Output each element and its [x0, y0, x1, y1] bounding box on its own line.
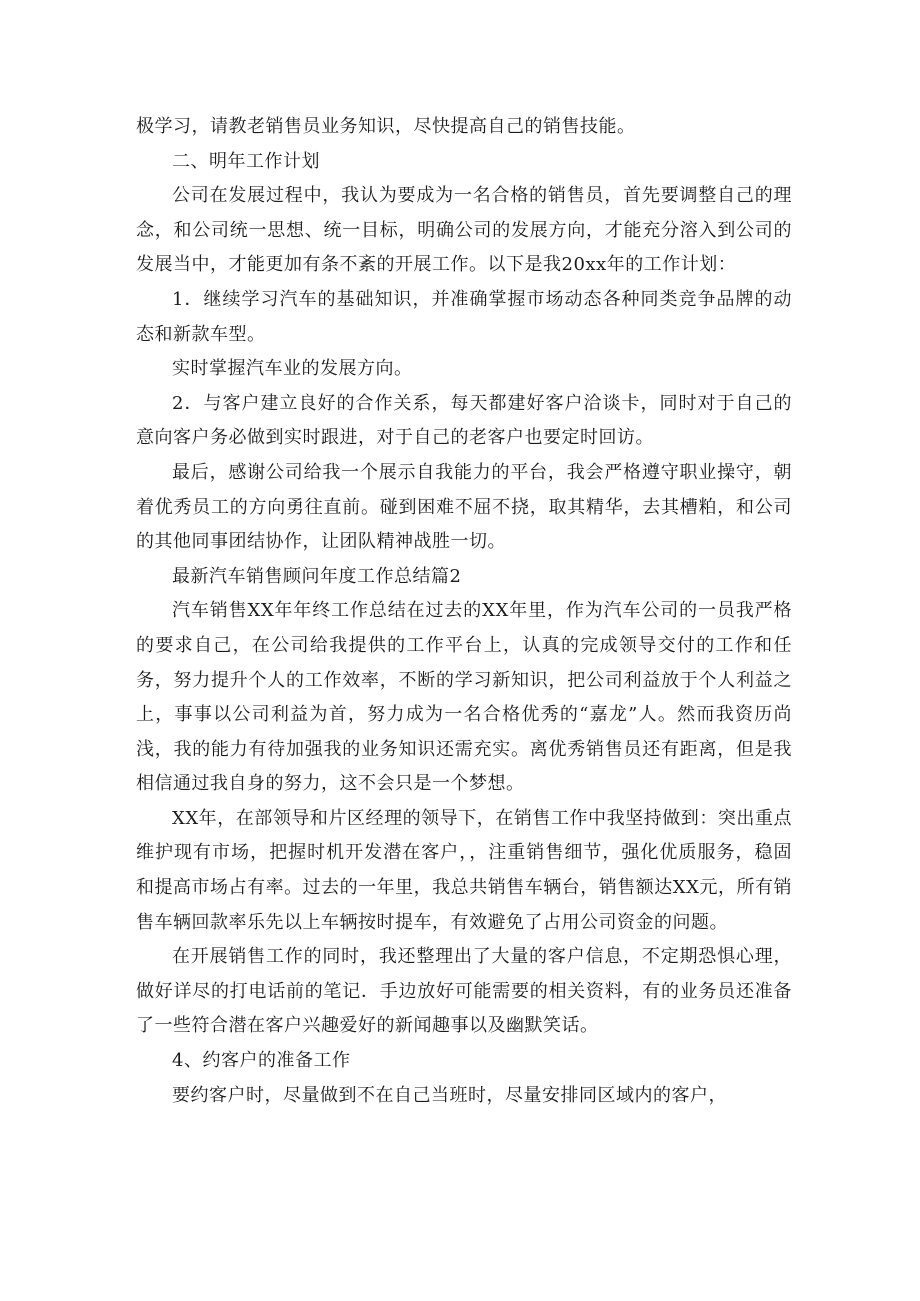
- document-body: [136, 110, 792, 1113]
- paragraph: 汽车销售XX年年终工作总结在过去的XX年里，作为汽车公司的一员我严格的要求自己，在公司给我提供的工作平台上，认真的完成领导交付的工作和任务，努力提升个人的工作效率，不断的学习新知识，把公司利益放于个人利益之上，事事以公司利益为首，努力成为一名合格优秀的“嘉龙”人。然而我资历尚浅，我的能力有待加强我的业务知识还需充实。离优秀销售员还有距离，但是我相信通过我自身的努力，这不会只是一个梦想。: [136, 600, 792, 795]
- paragraph: 公司在发展过程中，我认为要成为一名合格的销售员，首先要调整自己的理念，和公司统一思想、统一目标，明确公司的发展方向，才能充分溶入到公司的发展当中，才能更加有条不紊的开展工作。以下是我20xx年的工作计划：: [136, 185, 792, 276]
- list-item: 2．与客户建立良好的合作关系，每天都建好客户洽谈卡，同时对于自己的意向客户务必做到实时跟进，对于自己的老客户也要定时回访。: [136, 392, 792, 449]
- paragraph: 极学习，请教老销售员业务知识，尽快提高自己的销售技能。: [136, 116, 636, 137]
- article-title: 最新汽车销售顾问年度工作总结篇2: [172, 565, 462, 587]
- section-heading: 二、明年工作计划: [172, 150, 320, 172]
- paragraph: XX年，在部领导和片区经理的领导下，在销售工作中我坚持做到：突出重点维护现有市场，把握时机开发潜在客户，，注重销售细节，强化优质服务，稳固和提高市场占有率。过去的一年里，我总共销售车辆台，销售额达XX元，所有销售车辆回款率乐先以上车辆按时提车，有效避免了占用公司资金的问题。: [136, 807, 792, 933]
- paragraph: 实时掌握汽车业的发展方向。: [172, 358, 413, 380]
- paragraph: 最后，感谢公司给我一个展示自我能力的平台，我会严格遵守职业操守，朝着优秀员工的方向勇往直前。碰到困难不屈不挠，取其精华，去其槽粕，和公司的其他同事团结协作，让团队精神战胜一切。: [136, 461, 792, 553]
- paragraph: 要约客户时，尽量做到不在自己当班时，尽量安排同区域内的客户，: [172, 1084, 727, 1106]
- paragraph: 在开展销售工作的同时，我还整理出了大量的客户信息，不定期恐惧心理，做好详尽的打电话前的笔记．手边放好可能需要的相关资料，有的业务员还准备了一些符合潜在客户兴趣爱好的新闻趣事以及幽默笑话。: [136, 946, 792, 1037]
- list-item: 1．继续学习汽车的基础知识，并准确掌握市场动态各种同类竞争品牌的动态和新款车型。: [136, 288, 792, 345]
- section-heading: 4、约客户的准备工作: [172, 1050, 351, 1072]
